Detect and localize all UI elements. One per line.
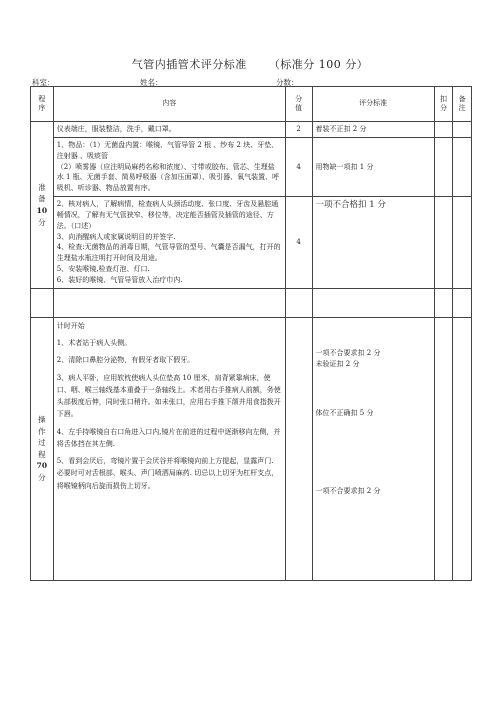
header-criteria: 评分标准 <box>312 87 434 122</box>
prep-deduction-1[interactable] <box>434 122 453 138</box>
prep-row-3 <box>31 197 472 289</box>
spacer-cell-4 <box>312 288 434 317</box>
prep-category: 准 备 10 分 <box>31 122 54 289</box>
operation-points <box>285 317 312 580</box>
spacer-cell-6 <box>453 288 472 317</box>
operation-content: 计时开始 1、术者站于病人头侧。 2、清除口鼻腔分泌物，有假牙者取下假牙。 3、病人平卧，应用软枕使病人头位垫高 10 厘米，肩背紧靠病床，使口、咽、喉三轴线基本重叠于一条轴线上。术者用右手推病人前额，务使头部极度后伸，同时张口稍许。如未张口，应用右手推下颌并用食指拨开下唇。 4、左手持喉镜自右口角进入口内,镜片在前进的过程中逐渐移向左侧，并将舌体挡在其左侧. 5、看到会厌后，弯镜片置于会厌谷并将喉镜向前上方提起，显露声门. 必要时可对舌根部、喉头、声门喷洒局麻药. 切忌以上切牙为杠杆支点，将喉镜柄向后旋而损伤上切牙。 <box>53 317 285 580</box>
spacer-cell-5 <box>434 288 453 317</box>
header-row <box>31 87 472 122</box>
operation-criteria: 一项不合要求扣 2 分 未验证扣 2 分 体位不正确扣 5 分 一项不合要求扣 2 分 <box>312 317 434 580</box>
operation-remarks[interactable] <box>453 317 472 580</box>
spacer-cell-1 <box>31 288 54 317</box>
prep-remarks-2[interactable] <box>453 137 472 196</box>
spacer-row <box>31 288 472 317</box>
prep-content-3: 2、核对病人，了解病情，检查病人头颈活动度、张口度、牙齿及悬腔通畅情况，了解有无气管狭窄、移位等，决定能否插管及插管的途径、方法。（口述） 3、向消醒病人或家属说明目的并签字. 4、检查:无菌物品的消毒日期，气管导管的型号、气囊是否漏气，打开的生理盐水瓶注明打开时间及用途。 5、安装喉镜,检查灯泡、灯口. 6、装好的喉镜、气管导管放入治疗巾内. <box>53 197 285 289</box>
title-text: 气管内插管术评分标准 <box>131 58 247 71</box>
title-score: （标准分 100 分） <box>268 58 369 71</box>
operation-row <box>31 317 472 580</box>
spacer-cell-3 <box>285 288 312 317</box>
prep-criteria-2: 用物缺一项扣 1 分 <box>312 137 434 196</box>
prep-remarks-3[interactable] <box>453 197 472 289</box>
score-label: 分数： <box>276 78 299 87</box>
page-title <box>0 56 500 72</box>
name-label: 姓名： <box>140 78 163 87</box>
prep-deduction-2[interactable] <box>434 137 453 196</box>
prep-deduction-3[interactable] <box>434 197 453 289</box>
operation-deduction[interactable] <box>434 317 453 580</box>
scoring-table <box>30 86 472 581</box>
prep-points-3: 4 <box>285 197 312 289</box>
header-content: 内容 <box>53 87 285 122</box>
prep-points-2: 4 <box>285 137 312 196</box>
prep-points-1: 2 <box>285 122 312 138</box>
header-procedure: 程 序 <box>31 87 54 122</box>
prep-content-1: 仪表端庄，服装整洁，洗手，戴口罩。 <box>53 122 285 138</box>
prep-criteria-3: 一项不合格扣 1 分 <box>312 197 434 289</box>
header-deduction: 扣 分 <box>434 87 453 122</box>
prep-row-2 <box>31 137 472 196</box>
department-label: 科室： <box>32 78 55 87</box>
prep-content-2: 1、物品：（1）无菌盘内置：喉镜、气管导管 2 根 、纱布 2 块、牙垫、注射器 、吸痰管 （2）喷雾器（应注明局麻药名称和浓度）、寸带或胶布、管芯、生理盐水 1 瓶、无菌手套、简易呼吸器（含加压面罩）、吸引器、氧气装置、呼吸机、听诊器、物品放置有序。 <box>53 137 285 196</box>
prep-criteria-1: 着装不正扣 2 分 <box>312 122 434 138</box>
spacer-cell-2 <box>53 288 285 317</box>
operation-category: 操 作 过 程 70 分 <box>31 317 54 580</box>
header-remarks: 备 注 <box>453 87 472 122</box>
header-points: 分 值 <box>285 87 312 122</box>
prep-remarks-1[interactable] <box>453 122 472 138</box>
prep-row-1 <box>31 122 472 138</box>
